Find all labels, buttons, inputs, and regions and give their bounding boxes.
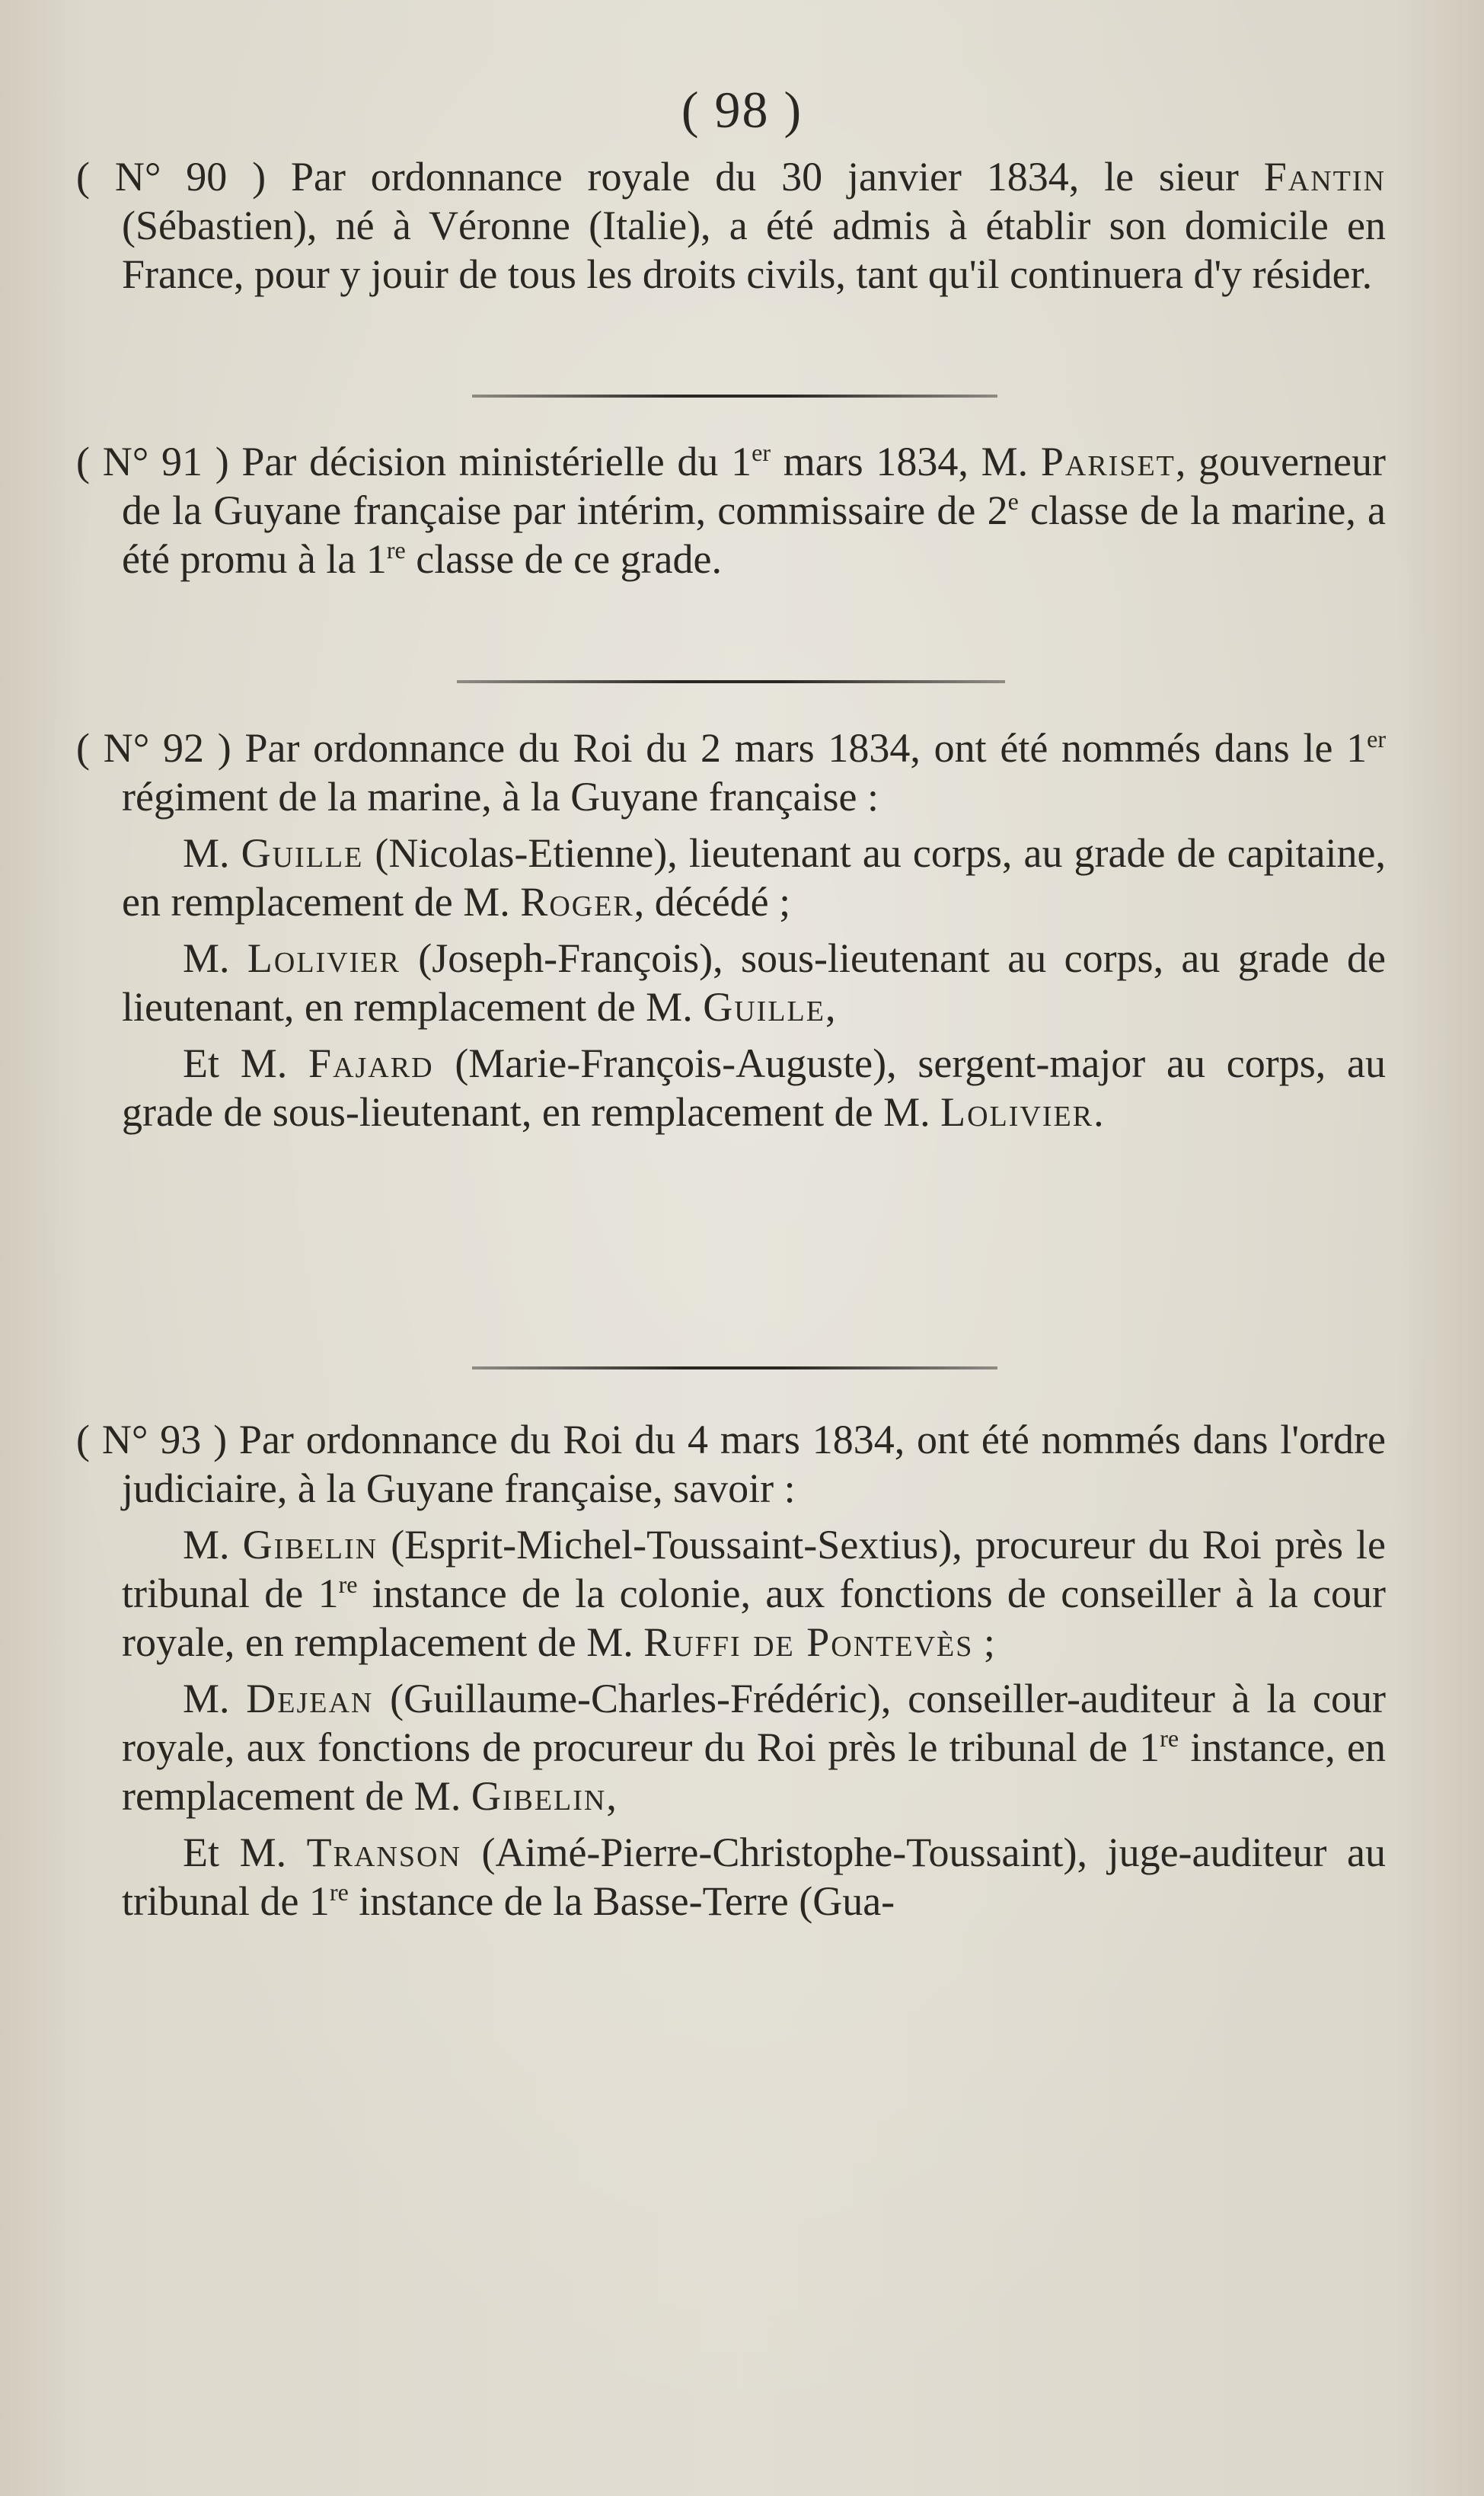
separator-rule-3 — [472, 1366, 997, 1369]
superscript: re — [329, 1878, 349, 1906]
text: instance de la colonie, aux fonctions de conseiller à la cour royale, en remplacement de M. — [122, 1571, 1386, 1665]
person-name: Gibelin — [242, 1522, 378, 1568]
superscript: er — [752, 439, 771, 466]
entry-93-item-gibelin — [122, 1520, 1386, 1667]
entry-93-item-dejean — [122, 1674, 1386, 1820]
text: M. — [183, 1676, 247, 1721]
entry-91-text: ( N° 91 ) Par décision ministérielle du 1 — [76, 439, 752, 484]
superscript: re — [1160, 1724, 1179, 1752]
person-name: Lolivier — [940, 1089, 1094, 1135]
person-name: Transon — [306, 1830, 461, 1875]
text: ; — [973, 1619, 995, 1665]
entry-92-text-2: régiment de la marine, à la Guyane française : — [122, 774, 879, 820]
text: (Guillaume-Charles-Frédéric), conseiller-auditeur à la cour royale, aux fonctions de procureur du Roi près le tribunal de 1 — [122, 1676, 1387, 1770]
entry-92-item-fajard — [122, 1039, 1386, 1136]
page-number: ( 98 ) — [681, 81, 803, 139]
entry-93-item-transon — [122, 1828, 1386, 1926]
entry-91-text-4: classe de la marine, a été promu à la 1 — [122, 487, 1387, 582]
person-name: Roger — [520, 879, 634, 925]
text: . — [1093, 1089, 1104, 1135]
superscript: er — [1367, 725, 1386, 753]
entry-91-paragraph — [76, 437, 1387, 583]
entry-91-text-2: mars 1834, M. — [771, 439, 1041, 484]
person-name: Guille — [241, 830, 364, 876]
entry-91-text-5: classe de ce grade. — [405, 536, 722, 582]
text: Et M. — [183, 1040, 309, 1086]
text: M. — [183, 830, 241, 876]
person-name: Guille — [703, 984, 825, 1030]
person-name: Lolivier — [247, 935, 401, 981]
entry-91 — [76, 437, 1387, 583]
entry-90 — [76, 152, 1386, 299]
entry-90-paragraph — [76, 152, 1386, 299]
entry-92 — [76, 724, 1387, 1136]
entry-90-text-2: (Sébastien), né à Véronne (Italie), a été admis à établir son domicile en France, pour y jouir de tous les droits civils, tant qu'il continuera d'y résider. — [122, 203, 1386, 297]
entry-93-text: ( N° 93 ) Par ordonnance du Roi du 4 mars 1834, ont été nommés dans l'ordre judiciaire, à la Guyane française, savoir : — [76, 1417, 1386, 1511]
entry-92-text: ( N° 92 ) Par ordonnance du Roi du 2 mars 1834, ont été nommés dans le 1 — [76, 725, 1368, 771]
entry-92-item-guille — [122, 829, 1386, 926]
entry-93 — [76, 1415, 1387, 1926]
person-name: Gibelin — [471, 1773, 607, 1819]
text: , — [825, 984, 836, 1030]
text: M. — [183, 935, 247, 981]
text: (Esprit-Michel-Toussaint-Sextius), procureur du Roi près le tribunal de 1 — [122, 1522, 1387, 1616]
entry-91-name: Pariset — [1040, 439, 1176, 484]
entry-93-paragraph — [76, 1415, 1386, 1513]
text: (Marie-François-Auguste), sergent-major au corps, au grade de sous-lieutenant, en remplacement de M. — [122, 1040, 1386, 1135]
superscript: e — [1007, 487, 1019, 515]
text: instance, en remplacement de M. — [122, 1724, 1386, 1819]
text: (Aimé-Pierre-Christophe-Toussaint), juge-auditeur au tribunal de 1 — [122, 1830, 1386, 1924]
text: instance de la Basse-Terre (Gua- — [348, 1878, 895, 1924]
superscript: re — [338, 1571, 358, 1598]
text: , — [606, 1773, 617, 1819]
separator-rule-2 — [457, 680, 1005, 683]
text: M. — [183, 1522, 243, 1568]
person-name: Ruffi de Pontevès — [643, 1619, 974, 1665]
entry-92-item-lolivier — [122, 934, 1386, 1031]
entry-90-text: ( N° 90 ) Par ordonnance royale du 30 janvier 1834, le sieur — [76, 154, 1264, 200]
text: Et M. — [183, 1830, 307, 1875]
entry-90-name: Fantin — [1263, 154, 1386, 200]
entry-92-paragraph — [76, 724, 1386, 821]
text: (Nicolas-Etienne), lieutenant au corps, au grade de capitaine, en remplacement de M. — [122, 830, 1386, 925]
separator-rule-1 — [472, 395, 997, 398]
person-name: Dejean — [246, 1676, 374, 1721]
superscript: re — [386, 536, 406, 564]
entry-91-text-3: , gouverneur de la Guyane française par intérim, commissaire de 2 — [122, 439, 1387, 533]
person-name: Fajard — [308, 1040, 434, 1086]
text: (Joseph-François), sous-lieutenant au corps, au grade de lieutenant, en remplacement de M. — [122, 935, 1387, 1030]
text: , décédé ; — [633, 879, 791, 925]
